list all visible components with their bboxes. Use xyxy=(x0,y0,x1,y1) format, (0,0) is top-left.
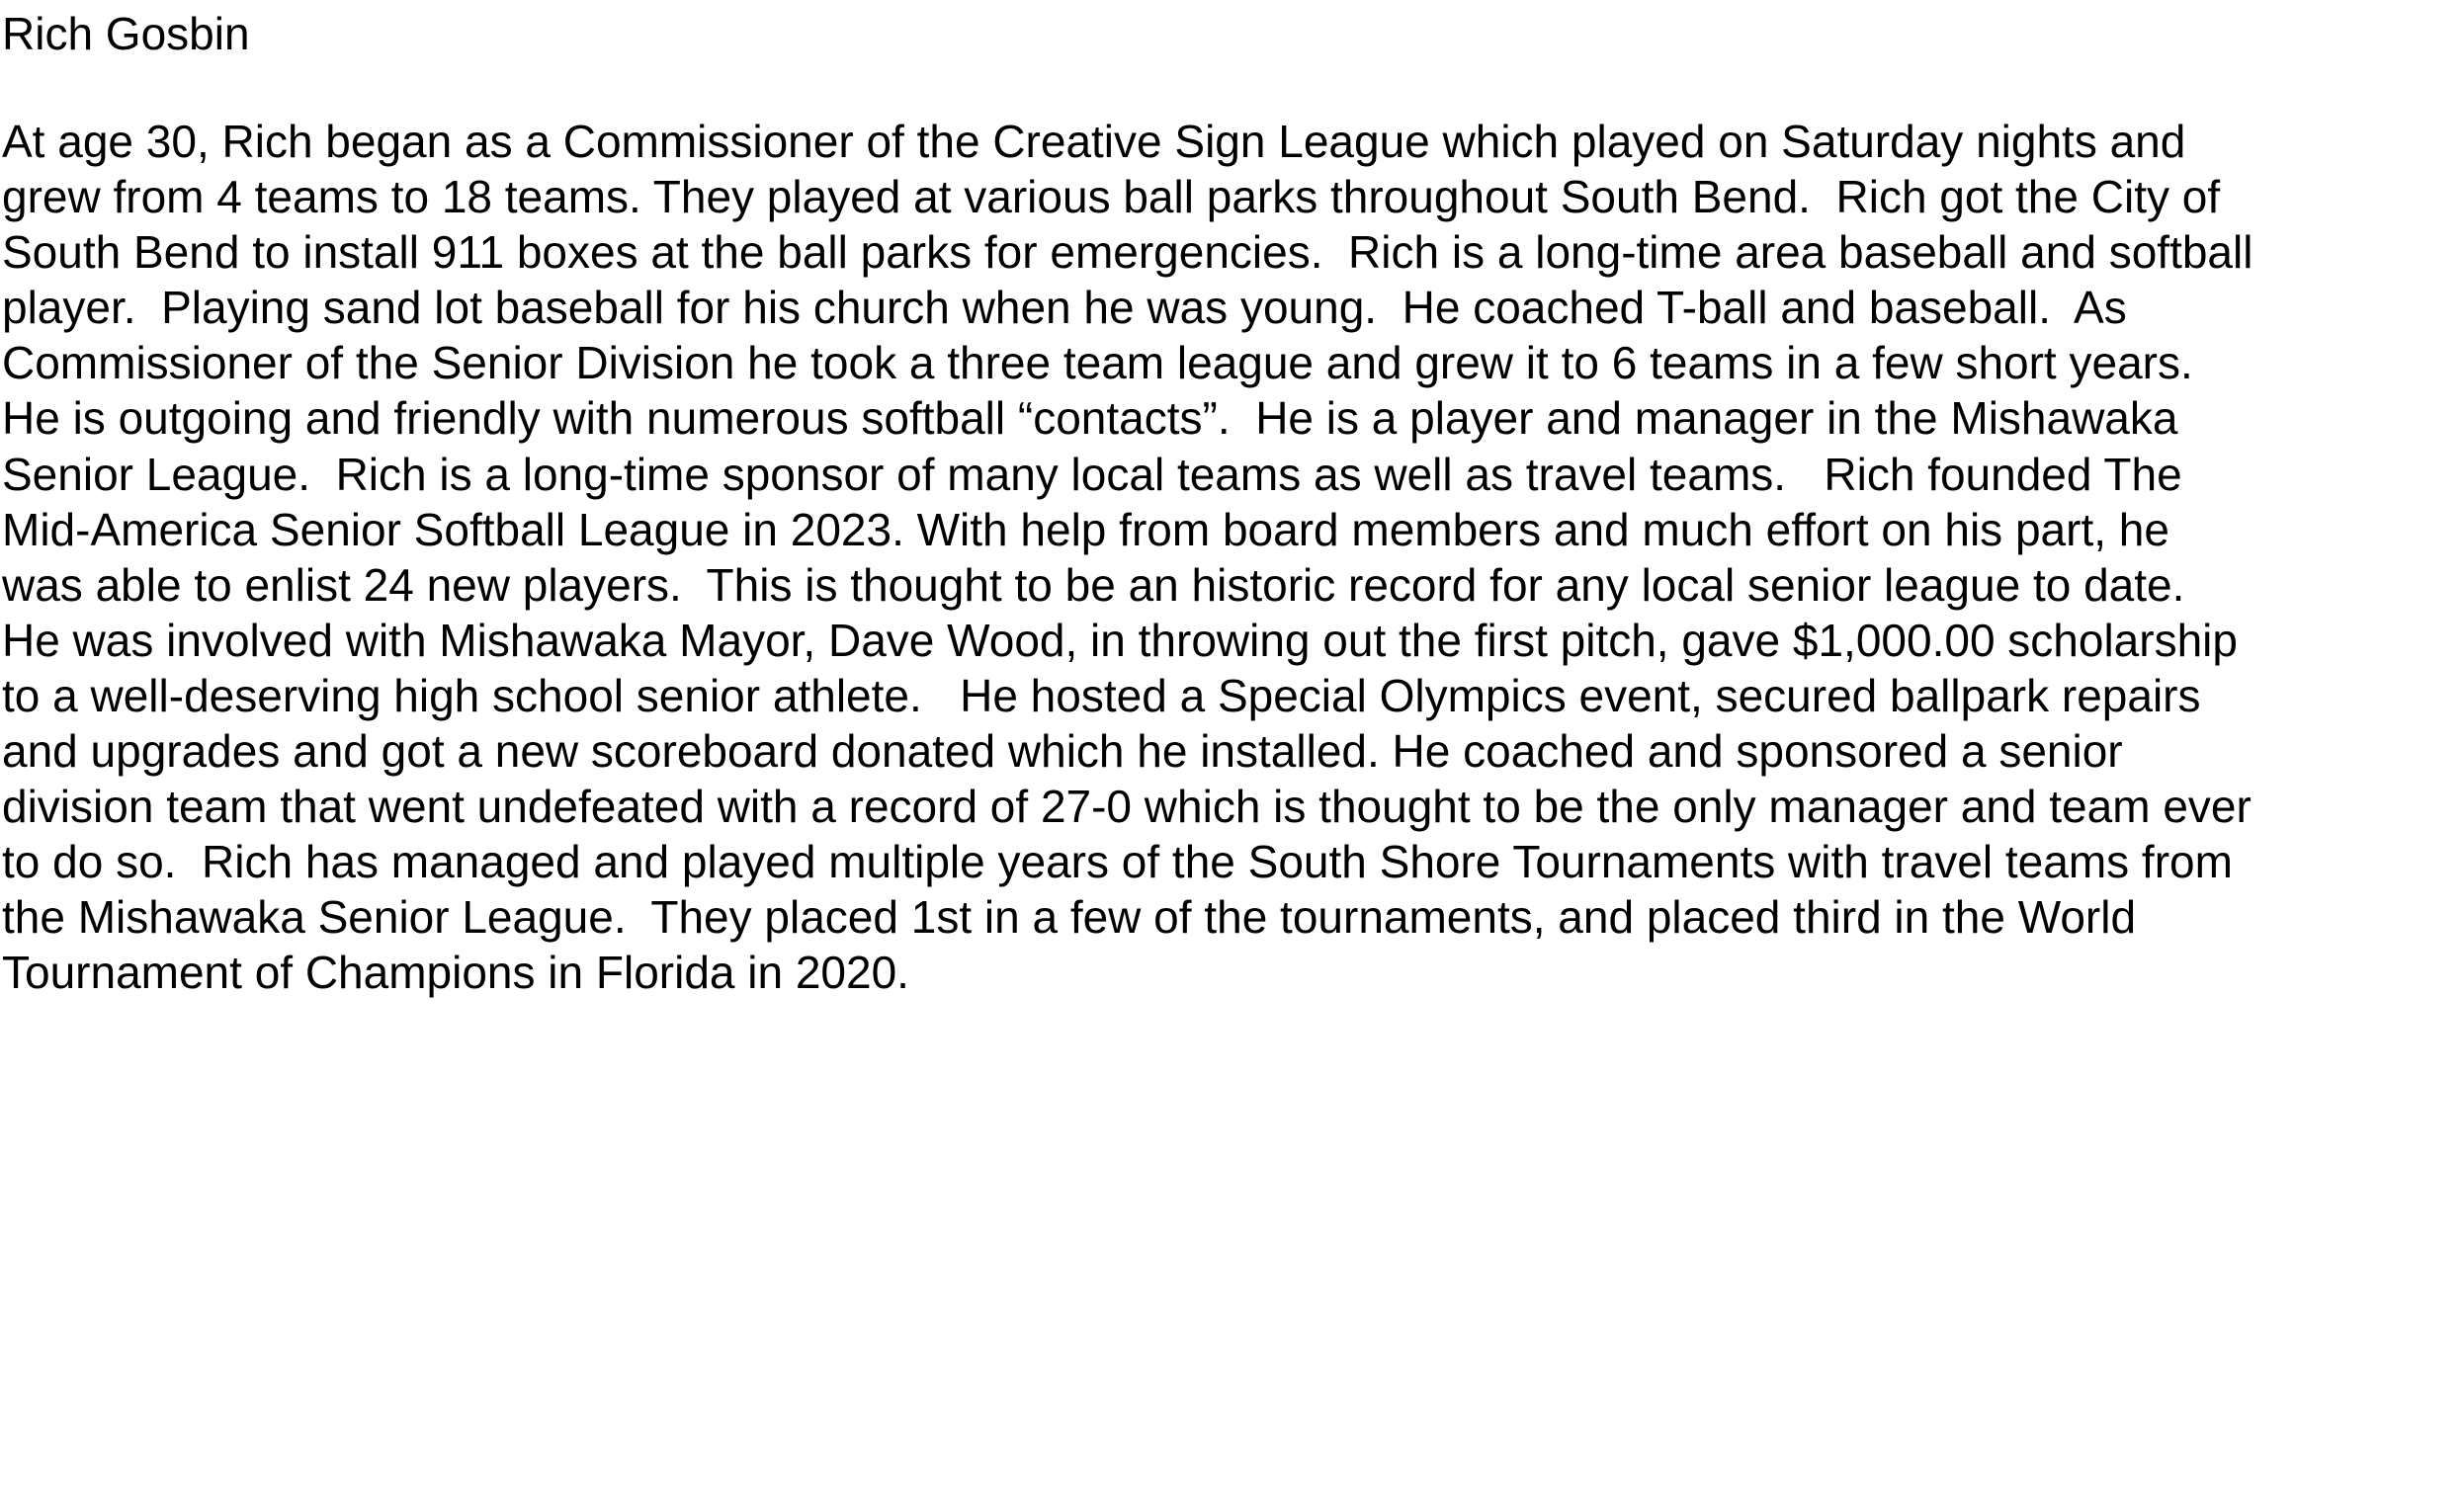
paragraph-line: was able to enlist 24 new players. This is thought to be an historic record for any local senior league to date. xyxy=(2,558,2185,611)
paragraph-line: Mid-America Senior Softball League in 2023. With help from board members and much effort on his part, he xyxy=(2,503,2169,555)
paragraph-line: division team that went undefeated with a record of 27-0 which is thought to be the only manager and team ever xyxy=(2,781,2252,833)
paragraph-line: South Bend to install 911 boxes at the ball parks for emergencies. Rich is a long-time area baseball and softball xyxy=(2,226,2253,279)
paragraph-line: Senior League. Rich is a long-time sponsor of many local teams as well as travel teams. Rich founded The xyxy=(2,448,2182,500)
paragraph-line: Tournament of Champions in Florida in 2020. xyxy=(2,947,909,999)
paragraph-line: to do so. Rich has managed and played multiple years of the South Shore Tournaments with travel teams from xyxy=(2,836,2233,888)
document-title: Rich Gosbin xyxy=(2,8,250,59)
biography-paragraph xyxy=(2,114,2252,1001)
paragraph-line: and upgrades and got a new scoreboard donated which he installed. He coached and sponsored a senior xyxy=(2,725,2123,778)
paragraph-line: grew from 4 teams to 18 teams. They played at various ball parks throughout South Bend. Rich got the City of xyxy=(2,171,2221,223)
paragraph-line: Commissioner of the Senior Division he took a three team league and grew it to 6 teams in a few short years. xyxy=(2,337,2193,389)
paragraph-line: the Mishawaka Senior League. They placed 1st in a few of the tournaments, and placed third in the World xyxy=(2,891,2137,944)
paragraph-line: player. Playing sand lot baseball for his church when he was young. He coached T-ball and baseball. As xyxy=(2,282,2127,334)
paragraph-line: He was involved with Mishawaka Mayor, Dave Wood, in throwing out the first pitch, gave $1,000.00 scholarship xyxy=(2,614,2238,666)
paragraph-line: At age 30, Rich began as a Commissioner of the Creative Sign League which played on Saturday nights and xyxy=(2,116,2186,167)
paragraph-line: to a well-deserving high school senior athlete. He hosted a Special Olympics event, secured ballpark repairs xyxy=(2,669,2201,721)
paragraph-line: He is outgoing and friendly with numerous softball “contacts”. He is a player and manager in the Mishawaka xyxy=(2,392,2178,445)
